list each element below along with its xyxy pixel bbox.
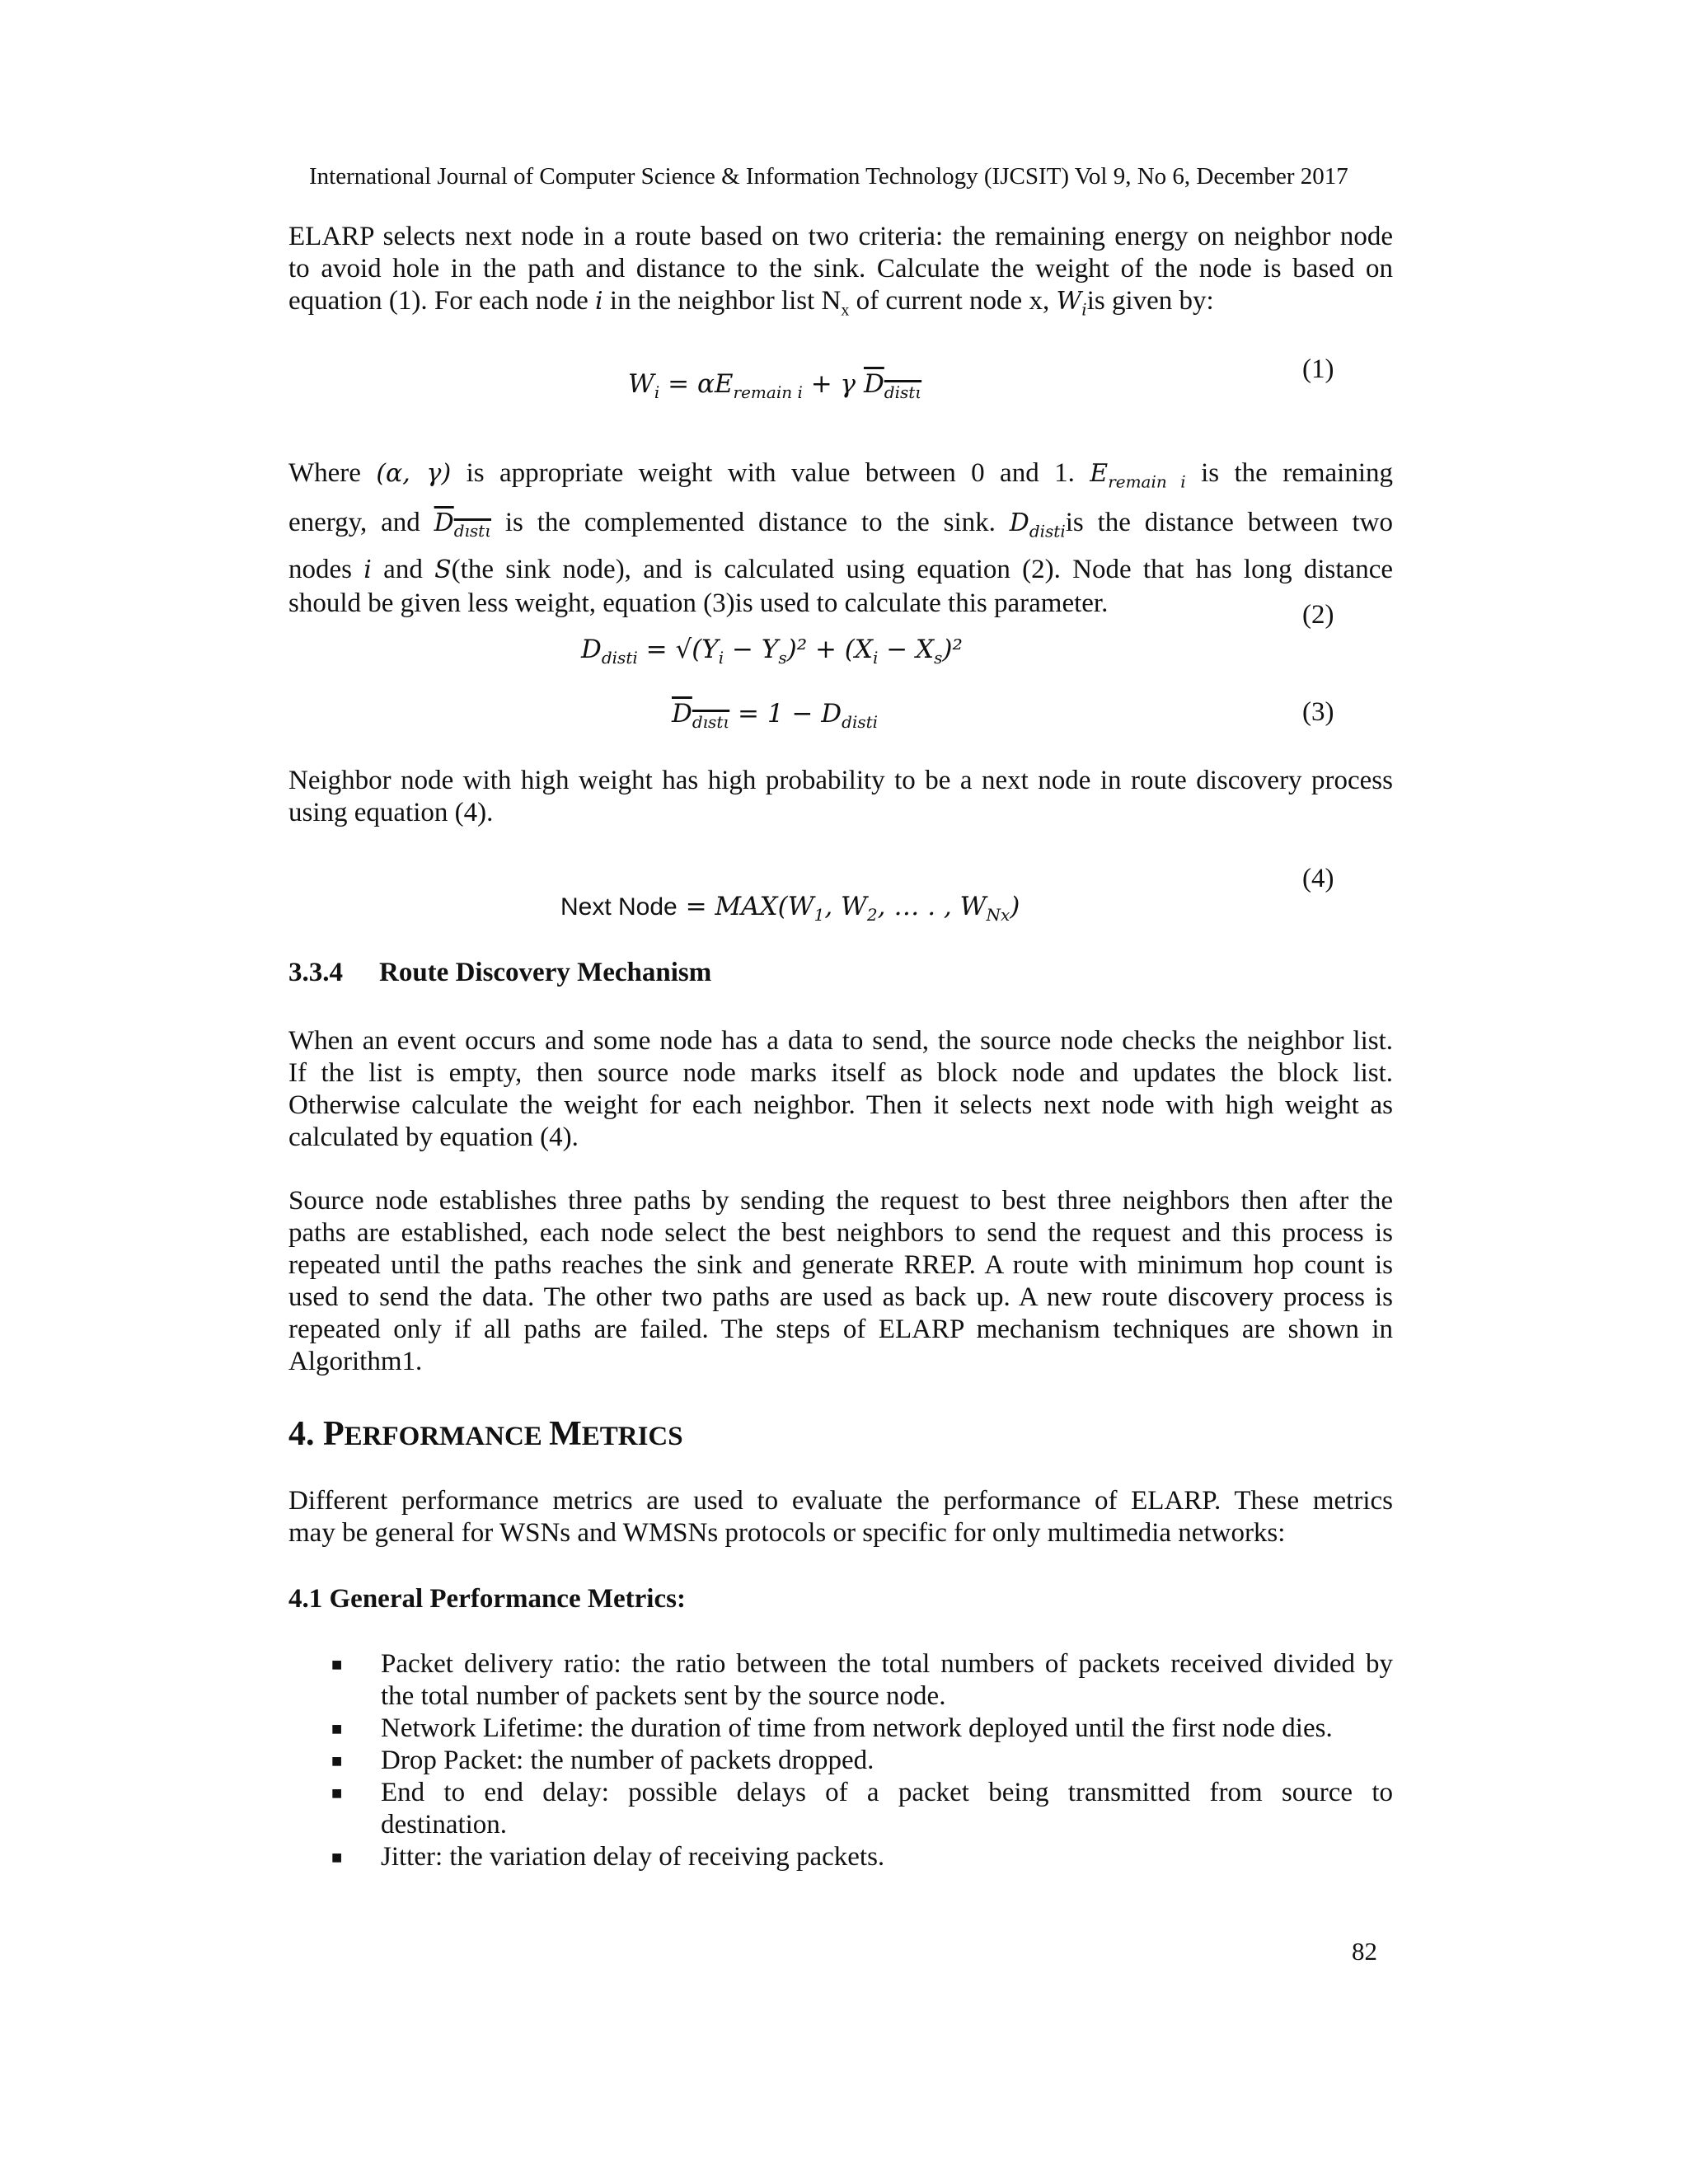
text-line: used to send the data. The other two paths are used as back up. A new route discovery process is [288,1282,1393,1312]
equation-number: (3) [1302,697,1334,727]
paragraph-three-paths [288,1185,1393,1378]
section-heading-4: 4. PERFORMANCE METRICS [288,1415,683,1453]
overline-term: $D_{dıst\iota}$ [672,699,730,733]
equation-3: $D_{dıst\iota} = 1 - D_{disti}$ [672,699,879,733]
list-item: ■ Packet delivery ratio: the ratio between the total numbers of packets received divided by the total number of packets sent by the source node. [331,1649,1393,1711]
text-line: may be general for WSNs and WMSNs protocols or specific for only multimedia networks: [288,1518,1286,1548]
overline-term: $D_{dist\iota}$ [863,369,922,403]
list-item: ■ Jitter: the variation delay of receiving packets. [331,1842,885,1872]
overline-term: $D_{dıst\iota}$ [434,508,492,541]
text-line: nodes i and S(the sink node), and is calculated using equation (2). Node that has long distance [288,555,1393,585]
paragraph-metrics-intro [288,1485,1393,1549]
equation-2: $D_{disti} = √(Y_i - Y_s)^2 + (X_i - X_s)^2$ [581,635,963,668]
equation-number: (4) [1302,864,1334,893]
equation-number: (2) [1302,600,1334,630]
text-line: using equation (4). [288,798,494,827]
paragraph-route-discovery [288,1025,1393,1154]
bullet-square-icon: ■ [331,1750,343,1771]
text-line: ELARP selects next node in a route based on two criteria: the remaining energy on neighbor node [288,222,1393,251]
list-item: ■ Drop Packet: the number of packets dropped. [331,1746,874,1775]
equation-1: $W_i = \alpha E_{remain i} + \gamma$ $D_{dist\iota}$ [628,369,922,403]
bullet-square-icon: ■ [331,1654,343,1675]
running-header: International Journal of Computer Science & Information Technology (IJCSIT) Vol 9, No 6, December 2017 [309,163,1348,190]
text-line: Different performance metrics are used to evaluate the performance of ELARP. These metrics [288,1486,1393,1516]
metrics-bullet-list [288,1648,1393,1873]
bullet-square-icon: ■ [331,1718,343,1739]
section-heading-4-1: 4.1 General Performance Metrics: [288,1584,686,1614]
paragraph-elarp-criteria [288,221,1393,327]
text-line: calculated by equation (4). [288,1122,579,1152]
text-line: equation (1). For each node i in the neighbor list $N_x$ of current node x, $W_iis$ given by: [288,286,1214,320]
text-line: Otherwise calculate the weight for each neighbor. Then it selects next node with high weight as [288,1090,1393,1120]
section-heading-3-3-4: 3.3.4 Route Discovery Mechanism [288,958,712,987]
text-line: When an event occurs and some node has a data to send, the source node checks the neighbor list. [288,1026,1393,1056]
bullet-square-icon: ■ [331,1783,343,1803]
text-line: Neighbor node with high weight has high probability to be a next node in route discovery process [288,766,1393,795]
text-line: energy, and $D_{dıst\iota}$ is the complemented distance to the sink. $D_{disti}is$ the distance between two [288,507,1394,541]
paragraph-next-node [288,765,1393,829]
bullet-square-icon: ■ [331,1847,343,1868]
list-item: ■ Network Lifetime: the duration of time from network deployed until the first node dies. [331,1713,1333,1743]
text-line: Where (α, γ) is appropriate weight with value between 0 and 1. $E_{remain i}$ is the remaining [288,458,1393,492]
text-line: If the list is empty, then source node marks itself as block node and updates the block list. [288,1058,1393,1088]
page-number: 82 [1352,1937,1377,1966]
text-line: repeated only if all paths are failed. The steps of ELARP mechanism techniques are shown in [288,1315,1393,1344]
paragraph-weight-definition [288,453,1393,618]
text-line: paths are established, each node select the best neighbors to send the request and this process is [288,1218,1393,1248]
text-line: should be given less weight, equation (3)is used to calculate this parameter. [288,588,1109,619]
text-line: Source node establishes three paths by sending the request to best three neighbors then after the [288,1186,1393,1216]
list-item: ■ End to end delay: possible delays of a packet being transmitted from source to destination. [331,1778,1393,1840]
equation-number: (1) [1302,354,1334,384]
equation-4: Next Node = $MAX(W_1$, $W_2$, … . , $W_{Nx}$) [560,892,1020,926]
text-line: Algorithm1. [288,1347,423,1376]
text-line: to avoid hole in the path and distance to the sink. Calculate the weight of the node is based on [288,254,1393,284]
text-line: repeated until the paths reaches the sink and generate RREP. A route with minimum hop count is [288,1250,1393,1280]
